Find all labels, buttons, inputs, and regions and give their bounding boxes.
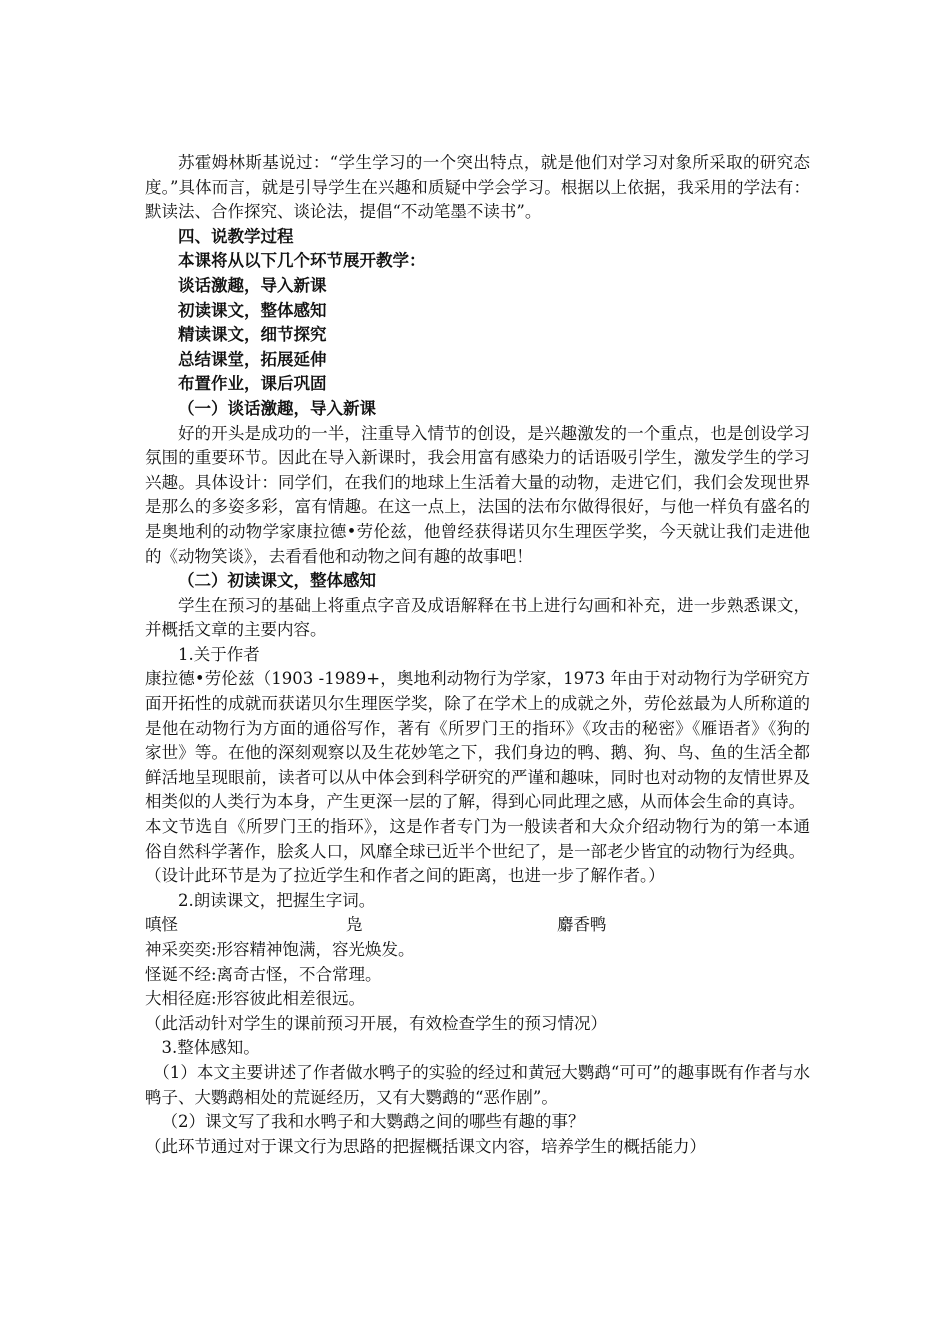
step-item-2: 初读课文，整体感知 [178, 300, 327, 320]
reading-heading: 2.朗读课文，把握生字词。 [178, 890, 376, 910]
design-note-3: （此环节通过对于课文行为思路的把握概括课文内容，培养学生的概括能力） [145, 1136, 706, 1156]
idiom-definition-1: 神采奕奕:形容精神饱满，容光焕发。 [145, 940, 415, 959]
subsection-heading-1: （一）谈话激趣，导入新课 [178, 398, 376, 418]
summary-item-2: （2）课文写了我和水鸭子和大鹦鹉之间的哪些有趣的事？ [161, 1112, 585, 1132]
design-note-2: （此活动针对学生的课前预习开展，有效检查学生的预习情况） [145, 1013, 607, 1033]
vocab-word-3: 麝香鸭 [557, 915, 607, 935]
step-item-3: 精读课文，细节探究 [178, 325, 327, 345]
document-body [145, 151, 810, 1159]
overall-perception-heading: 3.整体感知。 [161, 1038, 260, 1058]
intro-design-paragraph: 好的开头是成功的一半，注重导入情节的创设，是兴趣激发的一个重点，也是创设学习氛围的重要环节。因此在导入新课时，我会用富有感染力的话语吸引学生，激发学生的学习兴趣。具体设计：同学们，在我们的地球上生活着大量的动物，走进它们，我们会发现世界是那么的多姿多彩，富有情趣。在这一点上，法国的法布尔做得很好，与他一样负有盛名的是奥地利的动物学家康拉德•劳伦兹，他曾经获得诺贝尔生理医学奖，今天就让我们走进他的《动物笑谈》，去看看他和动物之间有趣的故事吧！ [145, 423, 810, 566]
vocab-word-1: 嗔怪 [145, 915, 178, 935]
section-heading-teaching-process: 四、说教学过程 [178, 226, 294, 246]
vocab-word-2: 凫 [346, 915, 363, 935]
design-note-1: （设计此环节是为了拉近学生和作者之间的距离，也进一步了解作者。） [145, 866, 665, 886]
intro-paragraph: 苏霍姆林斯基说过：“学生学习的一个突出特点，就是他们对学习对象所采取的研究态度。”具体而言，就是引导学生在兴趣和质疑中学会学习。根据以上依据，我采用的学法有：默读法、合作探究、谈论法，提倡“不动笔墨不读书”。 [145, 153, 810, 222]
idiom-definition-3: 大相径庭:形容彼此相差很远。 [145, 989, 366, 1009]
summary-item-1: （1）本文主要讲述了作者做水鸭子的实验的经过和黄冠大鹦鹉“可可”的趣事既有作者与水鸭子、大鹦鹉相处的荒诞经历，又有大鹦鹉的“恶作剧”。 [145, 1062, 810, 1107]
subsection-heading-2: （二）初读课文，整体感知 [178, 571, 376, 591]
step-item-5: 布置作业，课后巩固 [178, 374, 327, 394]
vocab-row [145, 913, 810, 938]
author-bio-paragraph: 康拉德•劳伦兹（1903 -1989+，奥地利动物行为学家，1973 年由于对动物行为学研究方面开拓性的成就而获诺贝尔生理医学奖，除了在学术上的成就之外，劳伦兹最为人所称道的是他在动物行为方面的通俗写作，著有《所罗门王的指环》《攻击的秘密》《雁语者》《狗的家世》等。在他的深刻观察以及生花妙笔之下，我们身边的鸭、鹅、狗、鸟、鱼的生活全都鲜活地呈现眼前，读者可以从中体会到科学研究的严谨和趣味，同时也对动物的友情世界及相类似的人类行为本身，产生更深一层的了解，得到心同此理之感，从而体会生命的真诗。 [145, 669, 810, 812]
idiom-definition-2: 怪诞不经:离奇古怪，不合常理。 [145, 964, 382, 984]
overview-line: 本课将从以下几个环节展开教学： [178, 251, 426, 271]
step-item-4: 总结课堂，拓展延伸 [178, 349, 327, 369]
step-item-1: 谈话激趣，导入新课 [178, 275, 327, 295]
preview-paragraph: 学生在预习的基础上将重点字音及成语解释在书上进行勾画和补充，进一步熟悉课文，并概括文章的主要内容。 [145, 595, 810, 640]
about-author-heading: 1.关于作者 [178, 644, 260, 664]
source-paragraph: 本文节选自《所罗门王的指环》，这是作者专门为一般读者和大众介绍动物行为的第一本通俗自然科学著作，脍炙人口，风靡全球已近半个世纪了，是一部老少皆宜的动物行为经典。 [145, 817, 810, 861]
